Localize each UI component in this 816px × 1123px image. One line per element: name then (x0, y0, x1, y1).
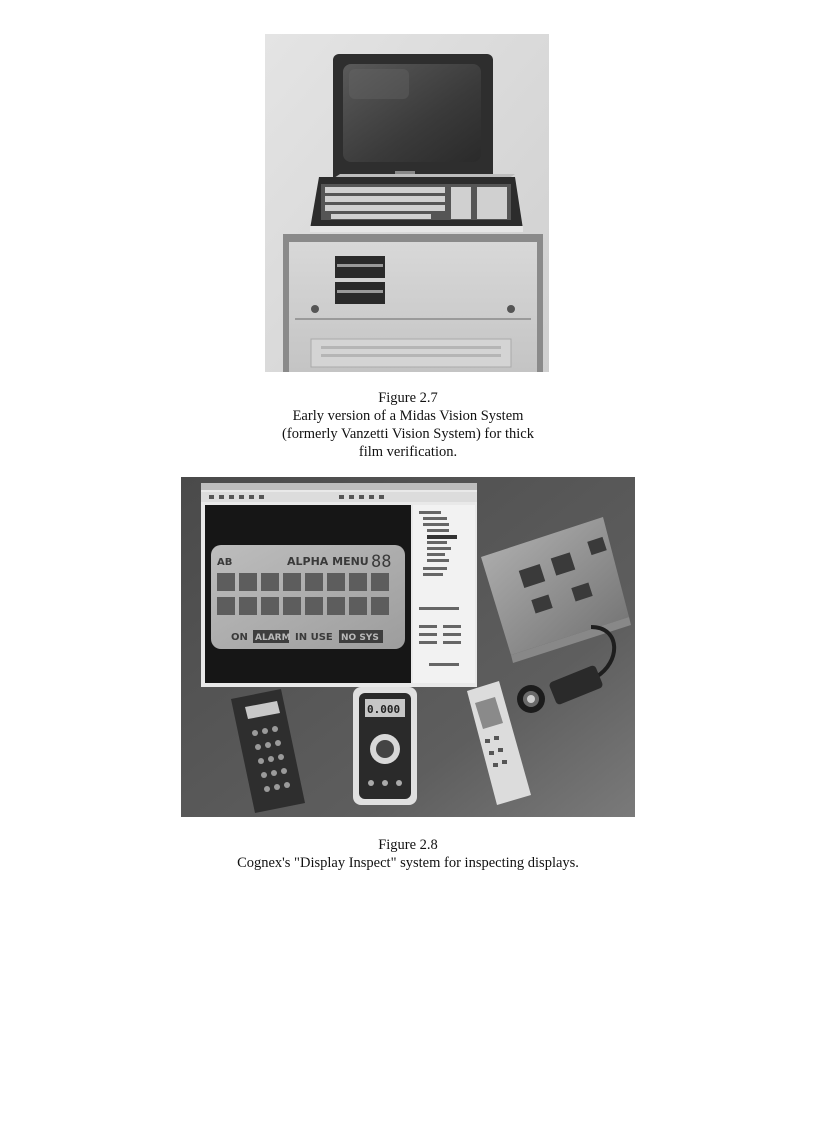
lcd-status-no-sys: NO SYS (341, 633, 379, 643)
figure-2-7-caption-line-3: film verification. (358, 444, 458, 460)
figure-2-8-photo (181, 477, 635, 817)
lcd-menu-text: ALPHA MENU (287, 555, 369, 568)
lcd-digits: 88 (371, 552, 392, 572)
figure-2-7-caption-line-1: Early version of a Midas Vision System (292, 408, 524, 424)
multimeter (353, 687, 417, 805)
figure-2-7-caption-line-2: (formerly Vanzetti Vision System) for thick (282, 426, 534, 442)
figure-2-8-caption (0, 836, 816, 872)
figure-2-7-caption (0, 389, 816, 461)
figure-2-8-caption-line-1: Cognex's "Display Inspect" system for inspecting displays. (237, 855, 579, 871)
lcd-status-in-use: IN USE (295, 632, 333, 643)
figure-2-7-label: Figure 2.7 (378, 390, 438, 406)
figure-2-7-photo (265, 34, 549, 372)
lcd-status-alarm: ALARM (255, 633, 291, 643)
lcd-status-on: ON (231, 632, 248, 643)
display-inspect-illustration (181, 477, 635, 817)
midas-vision-system-illustration (265, 34, 549, 372)
figure-2-8-label: Figure 2.8 (378, 837, 438, 853)
lcd-corner-text: AB (217, 557, 233, 568)
multimeter-reading: 0.000 (367, 703, 401, 716)
